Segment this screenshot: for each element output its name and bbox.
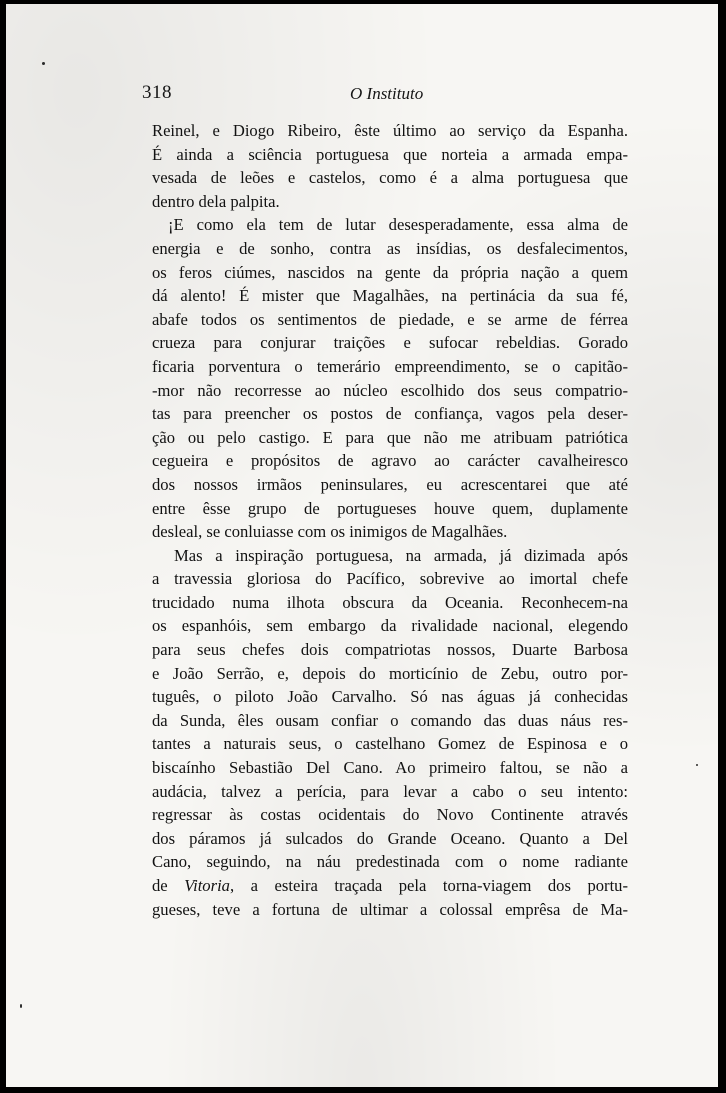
text-line: desleal, se conluiasse com os inimigos de Magalhães. (152, 522, 508, 542)
text-line: regressar às costas ocidentais do Novo Continente através (152, 805, 628, 825)
text-line: tuguês, o piloto João Carvalho. Só nas águas já conhecidas (152, 687, 628, 707)
text-line: audácia, talvez a perícia, para levar a cabo o seu intento: (152, 781, 628, 801)
line-suffix: , a esteira traçada pela torna-viagem dos portu- (229, 876, 629, 895)
text-line: biscaínho Sebastião Del Cano. Ao primeiro faltou, se não a (152, 758, 628, 778)
text-line: entre êsse grupo de portugueses houve quem, duplamente (152, 498, 628, 518)
text-line: e João Serrão, e, depois do morticínio de Zebu, outro por- (152, 663, 628, 683)
text-line: dos páramos já sulcados do Grande Oceano. Quanto a Del (152, 828, 628, 848)
text-line: cegueira e propósitos de agravo ao carácter cavalheiresco (152, 451, 628, 471)
text-line: gueses, teve a fortuna de ultimar a colossal emprêsa de Ma- (152, 899, 628, 919)
text-line: Reinel, e Diogo Ribeiro, êste último ao serviço da Espanha. (152, 121, 628, 140)
text-line: para seus chefes dois compatriotas nossos, Duarte Barbosa (152, 640, 628, 660)
text-line: os espanhóis, sem embargo da rivalidade nacional, elegendo (152, 616, 628, 636)
text-line: tas para preencher os postos de confiança, vagos pela deser- (152, 404, 628, 424)
text-line: ficaria porventura o temerário empreendimento, se o capitão- (152, 356, 628, 376)
text-line: abafe todos os sentimentos de piedade, e se arme de férrea (152, 309, 628, 329)
page-number: 318 (142, 82, 172, 103)
text-line: tantes a naturais seus, o castelhano Gomez de Espinosa e o (152, 734, 628, 754)
text-line: crueza para conjurar traições e sufocar rebeldias. Gorado (152, 333, 628, 353)
line-prefix: de (152, 876, 185, 895)
text-line: os feros ciúmes, nascidos na gente da própria nação a quem (152, 262, 628, 282)
paper-speck (696, 764, 698, 766)
text-line: a travessia gloriosa do Pacífico, sobrevive ao imortal chefe (152, 569, 628, 589)
text-line: Cano, seguindo, na náu predestinada com o nome radiante (152, 852, 628, 872)
text-line: É ainda a sciência portuguesa que norteia a armada empa- (152, 144, 628, 164)
running-title: O Instituto (350, 84, 424, 103)
text-line: dentro dela palpita. (152, 191, 280, 211)
text-line: dos nossos irmãos peninsulares, eu acrescentarei que até (152, 474, 628, 494)
text-line: -mor não recorresse ao núcleo escolhido dos seus compatrio- (152, 380, 628, 400)
text-line: dá alento! É mister que Magalhães, na pertinácia da sua fé, (152, 286, 628, 306)
text-line: da Sunda, êles ousam confiar o comando das duas náus res- (152, 710, 628, 730)
text-line: ção ou pelo castigo. E para que não me atribuam patriótica (152, 427, 628, 447)
book-page (6, 4, 718, 1087)
text-line-with-italic (152, 874, 628, 898)
ship-name-italic: Vitoria (184, 876, 230, 895)
text-line: Mas a inspiração portuguesa, na armada, já dizimada após (174, 545, 628, 565)
paper-speck (42, 62, 45, 65)
paper-speck (20, 1004, 22, 1008)
text-line: trucidado numa ilhota obscura da Oceania. Reconhecem-na (152, 592, 628, 612)
text-line: ¡E como ela tem de lutar desesperadamente, essa alma de (168, 215, 628, 235)
text-line: energia e de sonho, contra as insídias, os desfalecimentos, (152, 238, 628, 258)
body-text (152, 119, 628, 921)
text-line: vesada de leões e castelos, como é a alma portuguesa que (152, 168, 628, 188)
running-head (142, 82, 622, 108)
